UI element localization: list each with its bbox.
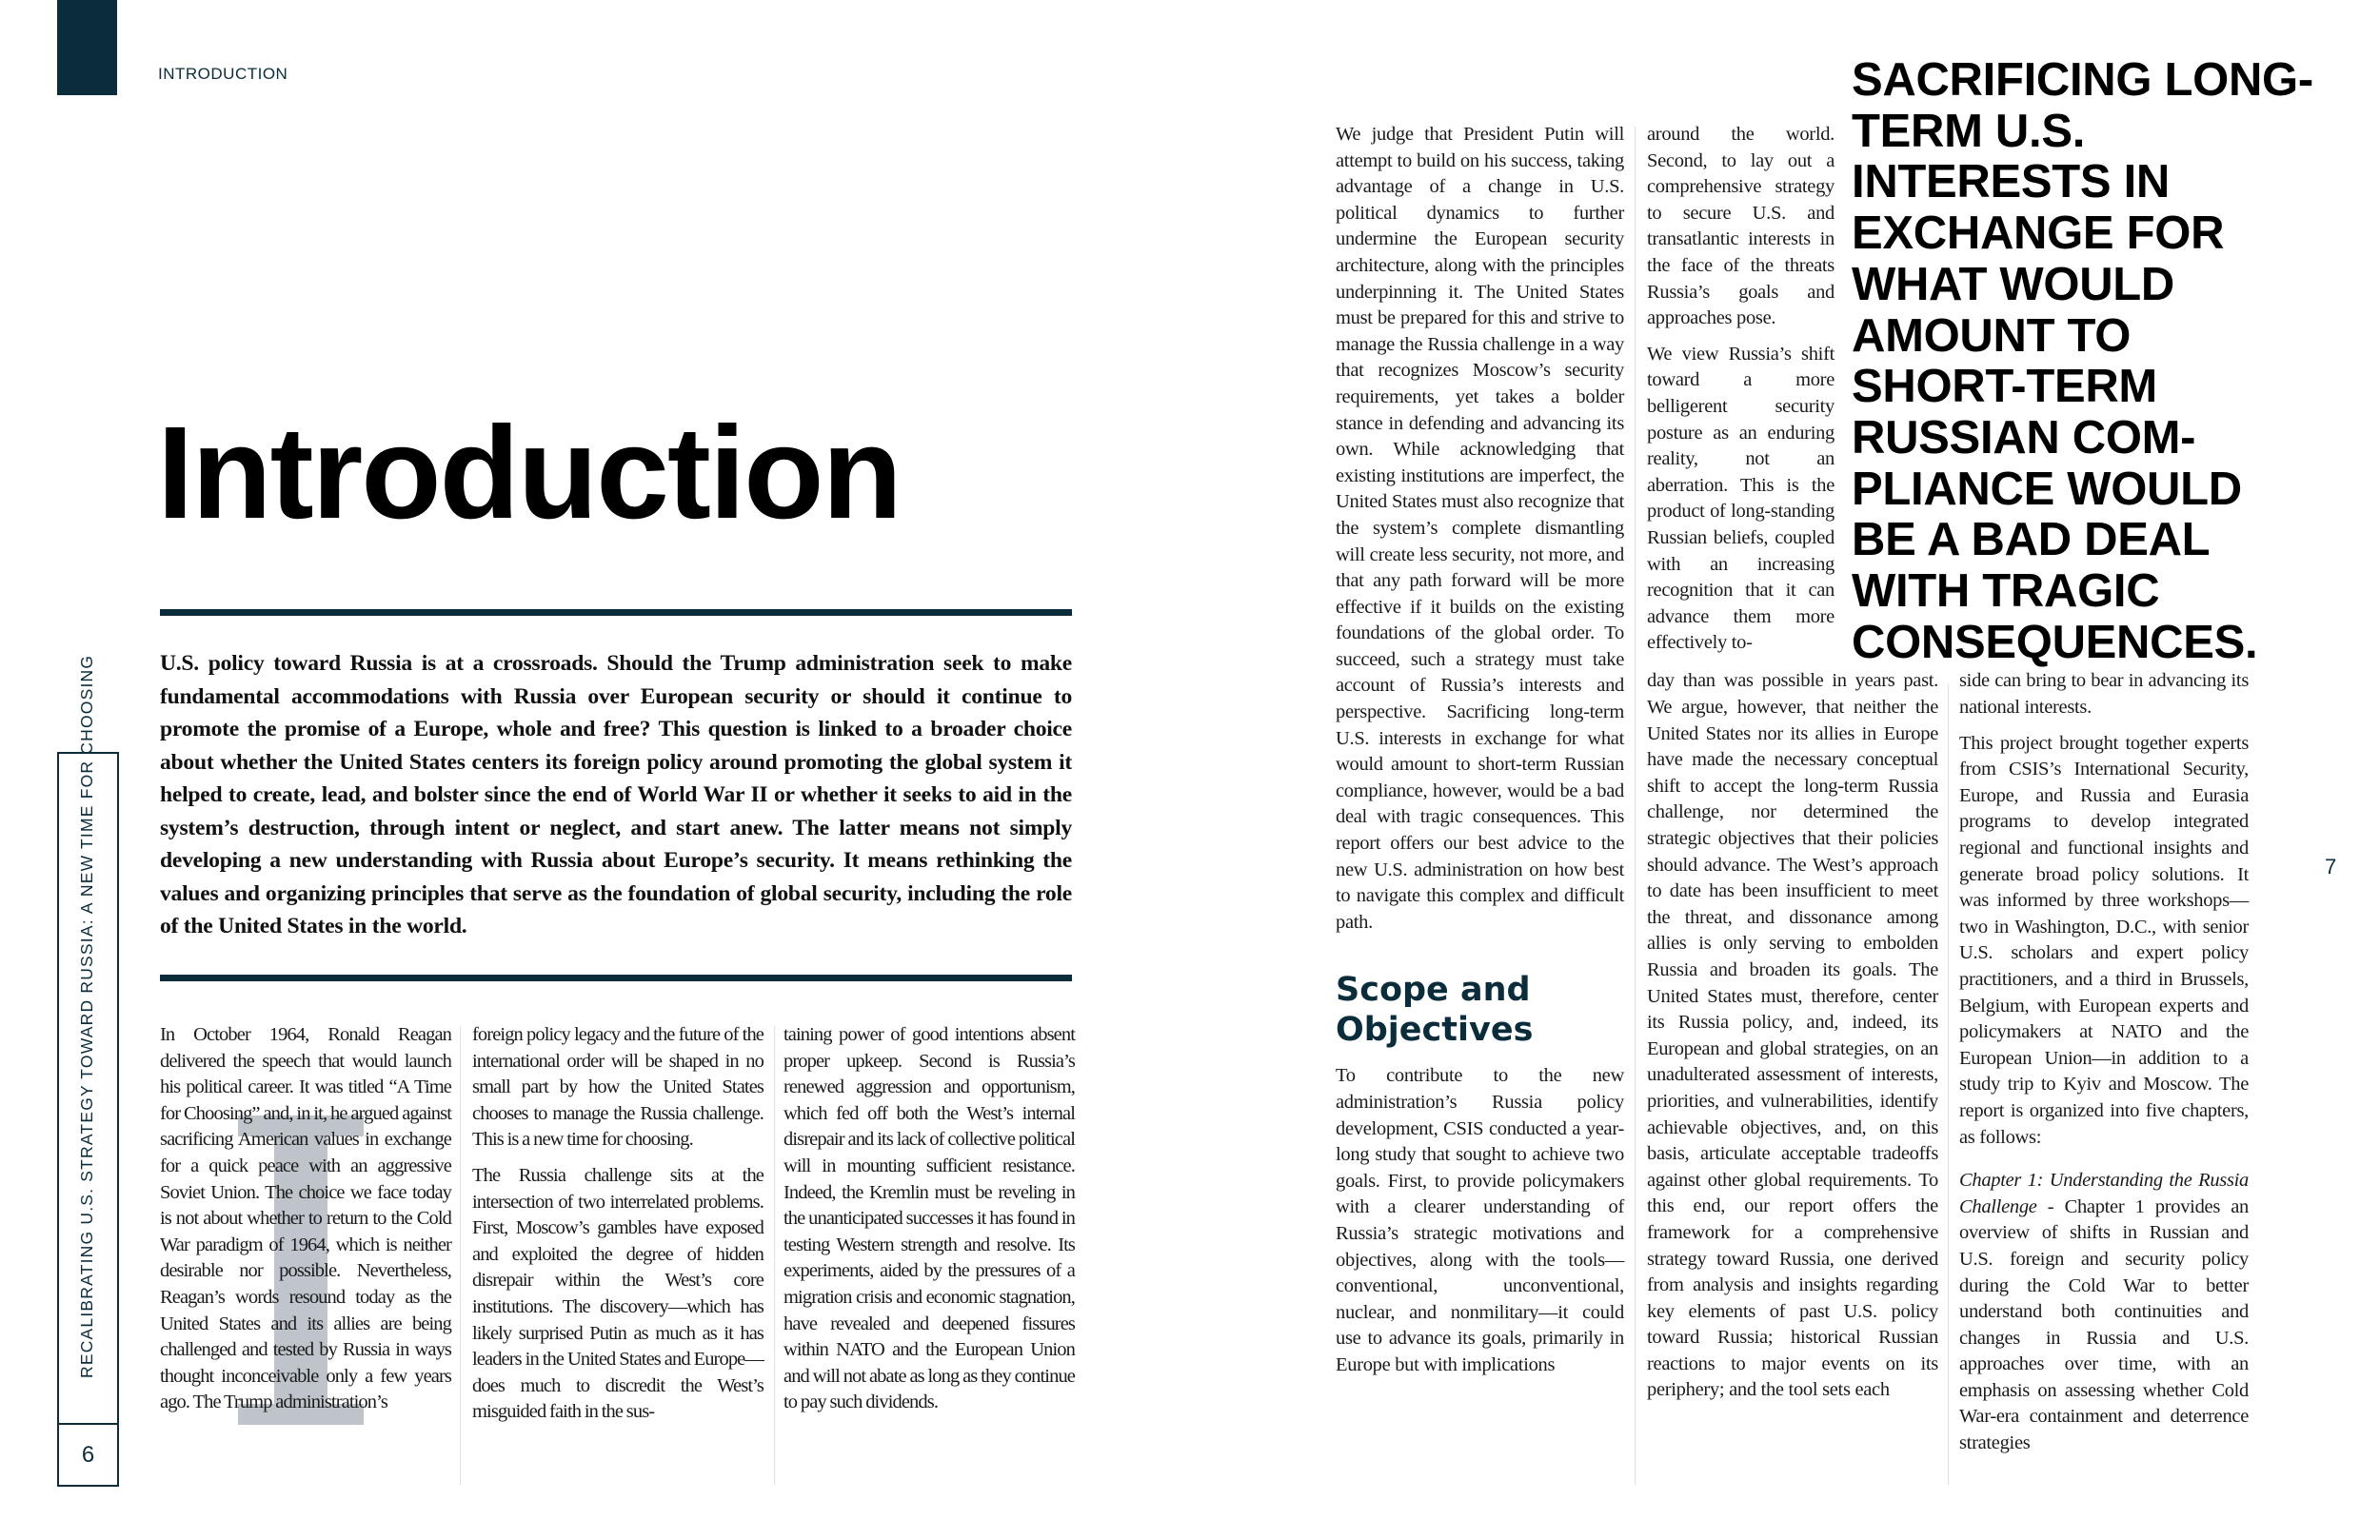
right-column-3	[1959, 668, 2249, 1466]
chapter-title: Chapter 1: Understanding the Russia Challenge	[1959, 1170, 2249, 1217]
paragraph: side can bring to bear in advancing its national interests.	[1959, 670, 2249, 719]
right-column-2-wide	[1647, 668, 1938, 1413]
page-number-left: 6	[57, 1423, 119, 1487]
paragraph: taining power of good intentions absent proper upkeep. Second is Russia’s renewed aggression and opportunism, which fed off both the West’s internal disrepair and its lack of collective political will in mounting sufficient resistance. Indeed, the Kremlin must be reveling in the unanticipated successes it has found in testing Western strength and resolve. Its experiments, aided by the pressures of a migration crisis and economic stagnation, have revealed and deepened fissures within NATO and the European Union and will not abate as long as they continue to pay such dividends.	[783, 1024, 1075, 1413]
running-header: INTRODUCTION	[158, 65, 288, 83]
paragraph: This project brought together experts from CSIS’s International Security, Europe, and Russia and Eurasia programs to develop integrated regional and functional insights and generate broad policy solutions. It was informed by three workshops—two in Washington, D.C., with senior U.S. scholars and expert policy practitioners, and a third in Brussels, Belgium, with European experts and policymakers at NATO and the European Union—in addition to a study trip to Kyiv and Moscow. The report is organized into five chapters, as follows:	[1959, 732, 2249, 1148]
paragraph: We view Russia’s shift toward a more belligerent security posture as an enduring reality, not an aberration. This is the product of long-standing Russian beliefs, coupled with an increasing recognition that it can advance them more effectively to-	[1647, 343, 1835, 654]
body-column-2	[472, 1022, 764, 1435]
column-separator	[460, 1026, 461, 1485]
bottom-row	[1647, 668, 2313, 1466]
right-column-2-narrow	[1647, 55, 1835, 666]
divider-bottom	[160, 975, 1072, 981]
section-heading-scope: Scope and Objectives	[1336, 971, 1534, 1050]
paragraph: foreign policy legacy and the future of the international order will be shaped in no small part by how the United States chooses to manage the Russia challenge. This is a new time for choosing.	[472, 1024, 764, 1151]
lead-paragraph: U.S. policy toward Russia is at a crossroads. Should the Trump administration seek to make fundamental accommodations with Russia over European security or should it continue to promote the promise of a Europe, whole and free? This question is linked to a broader choice about whether the United States centers its foreign policy around promoting the global system it helped to create, lead, and bolster since the end of World War II or whether it seeks to aid in the system’s destruction, through intent or neglect, and start anew. The latter means not simply developing a new understanding with Russia about Europe’s security. It means rethinking the values and organizing principles that serve as the foundation of global security, including the role of the United States in the world.	[160, 651, 1072, 938]
paragraph: To contribute to the new administration’s Russia policy development, CSIS conducted a year-long study that sought to achieve two goals. First, to provide policymakers with a clearer understanding of Russia’s strategic motivations and objectives, along with the tools—conventional, unconventional, nuclear, and nonmilitary—it could use to advance its goals, primarily in Europe but with implications	[1336, 1065, 1624, 1375]
page-title: Introduction	[157, 400, 901, 546]
column-separator	[1635, 127, 1636, 1485]
chapter-description: - Chapter 1 provides an overview of shifts in Russian and U.S. foreign and security policy during the Cold War to better understand both continuities and changes in Russia and U.S. approaches over time, with an emphasis on assessing whether Cold War-era containment and deterrence strategies	[1959, 1195, 2249, 1454]
column-separator	[774, 1026, 775, 1485]
page-number-right: 7	[2325, 855, 2337, 879]
paragraph: day than was possible in years past. We argue, however, that neither the United States nor its allies in Europe have made the necessary conceptual shift to accept the long-term Russia challenge, nor determined the strategic objectives that their policies should advance. The West’s approach to date has been insufficient to meet the threat, and dissonance among allies is only serving to embolden Russia and broaden its goals. The United States must, therefore, center its Russia policy, and, indeed, its European and global strategies, on an unadulterated assessment of interests, priorities, and vulnerabilities, identify achievable objectives, and, on this basis, articulate acceptable tradeoffs against other global requirements. To this end, our report offers the framework for a comprehensive strategy toward Russia, one derived from analysis and insights regarding key elements of past U.S. policy toward Russia; historical Russian reactions to major events on its periphery; and the tool sets each	[1647, 670, 1938, 1401]
divider-top	[160, 609, 1072, 616]
body-column-3	[783, 1022, 1075, 1426]
right-page-block	[1647, 55, 2313, 1467]
paragraph: The Russia challenge sits at the intersection of two interrelated problems. First, Moscow’s gambles have exposed and exploited the degree of hidden disrepair within the West’s core institutions. The discovery—which has likely surprised Putin as much as it has leaders in the United States and Europe—does much to discredit the West’s misguided faith in the sus-	[472, 1164, 764, 1423]
chapter-tab-marker	[57, 0, 117, 95]
sidebar-report-title: RECALIBRATING U.S. STRATEGY TOWARD RUSSIA: A NEW TIME FOR CHOOSING	[77, 654, 96, 1378]
body-column-1	[160, 1022, 451, 1426]
paragraph: around the world. Second, to lay out a comprehensive strategy to secure U.S. and transatlantic interests in the face of the threats Russia’s goals and approaches pose.	[1647, 124, 1835, 329]
pull-quote: SACRIFICING LONG-TERM U.S. INTERESTS IN EXCHANGE FOR WHAT WOULD AMOUNT TO SHORT-TERM RUSSIAN COMPLIANCE WOULD BE A BAD DEAL WITH TRAGIC CONSEQUENCES.	[1852, 54, 2313, 668]
paragraph: We judge that President Putin will attempt to build on his success, taking advantage of a change in U.S. political dynamics to further undermine the European security architecture, along with the principles underpinning it. The United States must be prepared for this and strive to manage the Russia challenge in a way that recognizes Moscow’s security requirements, yet takes a bolder stance in defending and advancing its own. While acknowledging that existing institutions are imperfect, the United States must also recognize that the system’s complete dismantling will create less security, not more, and that any path forward will be more effective if it builds on the existing foundations of the global order. To succeed, such a strategy must take account of Russia’s interests and perspective. Sacrificing long-term U.S. interests in exchange for what would amount to short-term Russian compliance, however, would be a bad deal with tragic consequences. This report offers our best advice to the new U.S. administration on how best to navigate this complex and difficult path.	[1336, 124, 1624, 933]
column-separator	[1948, 683, 1949, 1485]
top-row	[1647, 55, 2313, 668]
right-column-1	[1336, 122, 1624, 1389]
paragraph: In October 1964, Ronald Reagan delivered the speech that would launch his political career. It was titled “A Time for Choosing” and, in it, he argued against sacrificing American values in exchange for a quick peace with an aggressive Soviet Union. The choice we face today is not about whether to return to the Cold War paradigm of 1964, which is neither desirable nor possible. Nevertheless, Reagan’s words resound today as the United States and its allies are being challenged and tested by Russia in ways thought inconceivable only a few years ago. The Trump administration’s	[160, 1024, 451, 1413]
chapter-entry	[1959, 1168, 2249, 1457]
